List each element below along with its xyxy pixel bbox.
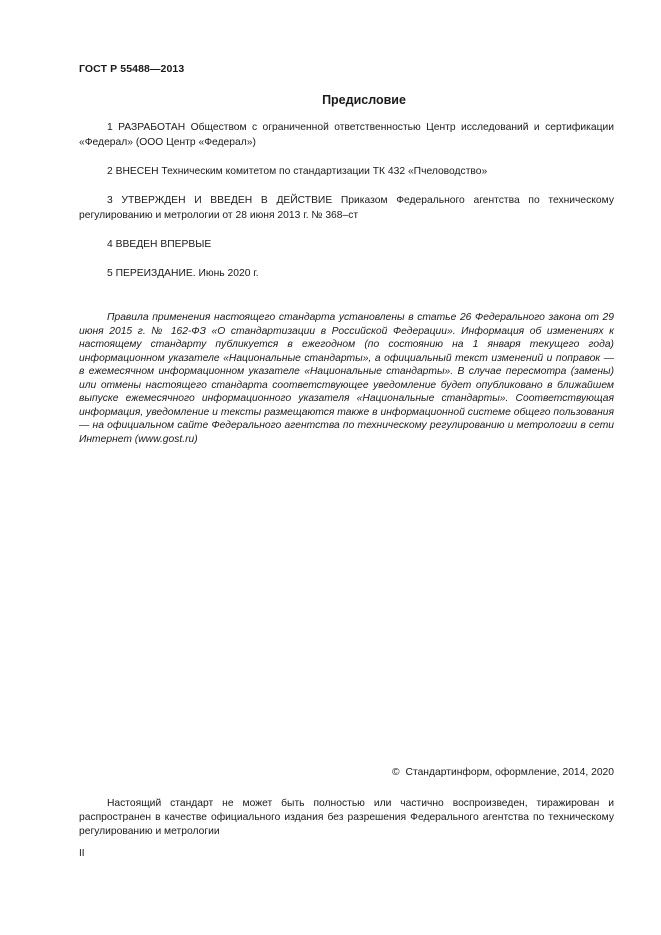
foreword-item-1: 1 РАЗРАБОТАН Обществом с ограниченной ответственностью Центр исследований и сертификации «Федерал» (ООО Центр «Федерал») <box>79 122 614 148</box>
foreword-item-4: 4 ВВЕДЕН ВПЕРВЫЕ <box>107 239 212 250</box>
copyright-symbol: © <box>391 767 400 778</box>
foreword-items <box>79 120 614 295</box>
section-title: Предисловие <box>322 93 406 107</box>
reproduction-notice: Настоящий стандарт не может быть полностью или частично воспроизведен, тиражирован и распространен в качестве официального издания без разрешения Федерального агентства по техническому регулированию и метрологии <box>79 798 614 837</box>
copyright-text: Стандартинформ, оформление, 2014, 2020 <box>405 767 614 778</box>
page-number: II <box>79 848 85 859</box>
foreword-item-2: 2 ВНЕСЕН Техническим комитетом по стандартизации ТК 432 «Пчеловодство» <box>107 166 488 177</box>
foreword-item-5: 5 ПЕРЕИЗДАНИЕ. Июнь 2020 г. <box>107 268 259 279</box>
foreword-item-3: 3 УТВЕРЖДЕН И ВВЕДЕН В ДЕЙСТВИЕ Приказом Федерального агентства по техническому регулированию и метрологии от 28 июня 2013 г. № 368–ст <box>79 195 614 221</box>
document-code: ГОСТ Р 55488—2013 <box>79 63 185 75</box>
copyright-line <box>392 767 614 778</box>
application-rules-notice: Правила применения настоящего стандарта установлены в статье 26 Федерального закона от 29 июня 2015 г. № 162-ФЗ «О стандартизации в Российской Федерации». Информация об изменениях к настоящему стандарту публикуется в ежегодном (по состоянию на 1 января текущего года) информационном указателе «Национальные стандарты», а официальный текст изменений и поправок — в ежемесячном информационном указателе «Национальные стандарты». В случае пересмотра (замены) или отмены настоящего стандарта соответствующее уведомление будет опубликовано в ближайшем выпуске ежемесячного информационного указателя «Национальные стандарты». Соответствующая информация, уведомление и тексты размещаются также в информационной системе общего пользования — на официальном сайте Федерального агентства по техническому регулированию и метрологии в сети Интернет (www.gost.ru) <box>79 312 614 445</box>
